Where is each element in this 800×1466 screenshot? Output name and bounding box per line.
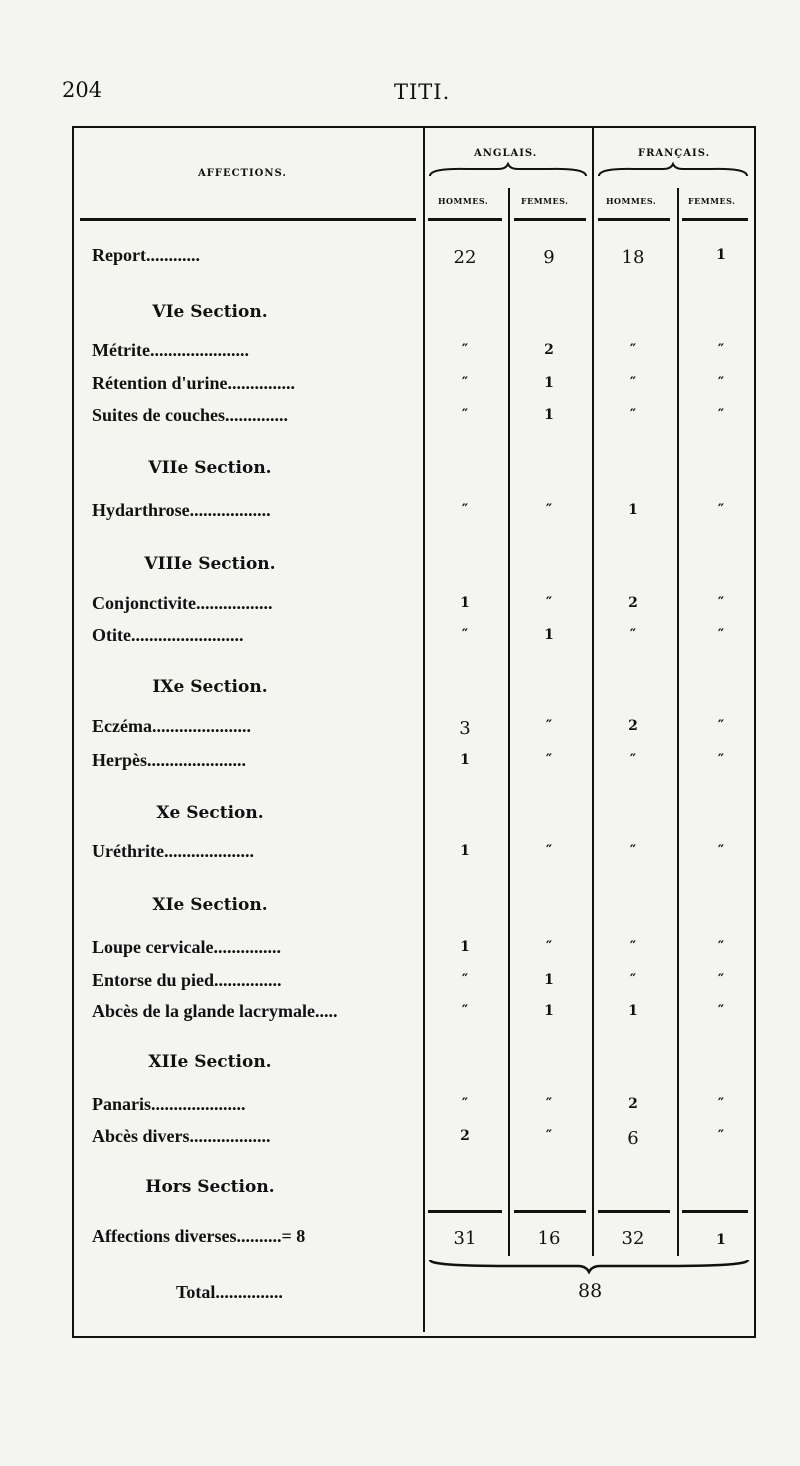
- row-value: 2: [544, 342, 554, 358]
- row-value: ″: [545, 1096, 553, 1112]
- row-value: ″: [461, 627, 469, 643]
- section-heading: XIe Section.: [152, 895, 268, 915]
- header-femmes-anglais: FEMMES.: [521, 196, 569, 206]
- sum-rule: [428, 1210, 502, 1213]
- row-value: 1: [544, 627, 554, 643]
- col-divider: [508, 188, 510, 1256]
- row-value: 1: [544, 375, 554, 391]
- row-value: ″: [461, 1096, 469, 1112]
- row-value: ″: [461, 502, 469, 518]
- row-value: 2: [460, 1128, 470, 1144]
- row-value: 1: [628, 1003, 638, 1019]
- row-value: 22: [453, 247, 477, 268]
- row-value: 2: [628, 718, 638, 734]
- page-number: 204: [62, 78, 103, 102]
- row-label: Conjonctivite.................: [92, 593, 273, 613]
- row-value: ″: [461, 342, 469, 358]
- row-value: 2: [628, 1096, 638, 1112]
- section-heading: IXe Section.: [152, 677, 268, 697]
- brace-anglais: [428, 162, 588, 180]
- row-label: Abcès divers..................: [92, 1126, 271, 1146]
- row-label: Otite.........................: [92, 625, 244, 645]
- row-label: Rétention d'urine...............: [92, 373, 296, 393]
- col-divider: [677, 188, 679, 1256]
- row-value: 1: [460, 595, 470, 611]
- row-value: ″: [545, 502, 553, 518]
- row-label: Report............: [92, 245, 200, 265]
- diverses-value: 16: [537, 1228, 561, 1249]
- row-value: 1: [628, 502, 638, 518]
- header-rule: [80, 218, 416, 221]
- row-value: ″: [629, 375, 637, 391]
- row-value: 3: [459, 718, 471, 739]
- row-value: ″: [717, 502, 725, 518]
- row-value: ″: [461, 375, 469, 391]
- row-value: ″: [629, 342, 637, 358]
- row-value: 1: [544, 972, 554, 988]
- header-hommes-francais: HOMMES.: [606, 196, 657, 206]
- row-value: ″: [629, 972, 637, 988]
- header-rule: [428, 218, 502, 221]
- row-label: Hydarthrose..................: [92, 500, 271, 520]
- diverses-value: 32: [621, 1228, 645, 1249]
- row-value: 1: [544, 1003, 554, 1019]
- section-heading: XIIe Section.: [148, 1052, 272, 1072]
- total-brace: [428, 1258, 750, 1274]
- diverses-label: Affections diverses..........= 8: [92, 1226, 306, 1246]
- row-value: ″: [717, 843, 725, 859]
- row-value: ″: [717, 1003, 725, 1019]
- row-value: ″: [545, 843, 553, 859]
- row-value: ″: [629, 407, 637, 423]
- col-divider: [592, 128, 594, 1256]
- row-label: Uréthrite....................: [92, 841, 254, 861]
- row-label: Abcès de la glande lacrymale.....: [92, 1001, 338, 1021]
- brace-francais: [597, 162, 749, 180]
- row-label: Eczéma......................: [92, 716, 251, 736]
- total-value: 88: [578, 1280, 603, 1302]
- row-value: ″: [717, 972, 725, 988]
- header-femmes-francais: FEMMES.: [688, 196, 736, 206]
- diverses-value: 1: [716, 1232, 726, 1248]
- section-heading: VIIIe Section.: [144, 554, 276, 574]
- row-value: ″: [545, 718, 553, 734]
- row-value: ″: [717, 1128, 725, 1144]
- section-heading: Hors Section.: [145, 1177, 275, 1197]
- diverses-value: 31: [453, 1228, 477, 1249]
- row-value: ″: [717, 342, 725, 358]
- row-value: ″: [545, 752, 553, 768]
- row-value: ″: [717, 1096, 725, 1112]
- row-value: 1: [716, 247, 726, 263]
- row-value: ″: [461, 1003, 469, 1019]
- row-value: ″: [545, 595, 553, 611]
- row-value: ″: [461, 407, 469, 423]
- section-heading: VIIe Section.: [148, 458, 272, 478]
- row-value: 6: [627, 1128, 639, 1149]
- header-rule: [514, 218, 586, 221]
- row-value: 1: [460, 752, 470, 768]
- section-heading: Xe Section.: [156, 803, 264, 823]
- sum-rule: [598, 1210, 670, 1213]
- header-hommes-anglais: HOMMES.: [438, 196, 489, 206]
- row-label: Suites de couches..............: [92, 405, 289, 425]
- row-value: ″: [717, 627, 725, 643]
- row-label: Entorse du pied...............: [92, 970, 282, 990]
- row-label: Panaris.....................: [92, 1094, 246, 1114]
- row-value: 1: [544, 407, 554, 423]
- row-value: ″: [717, 407, 725, 423]
- row-value: 2: [628, 595, 638, 611]
- row-value: ″: [717, 375, 725, 391]
- total-label: Total...............: [176, 1282, 283, 1302]
- section-heading: VIe Section.: [152, 302, 268, 322]
- sum-rule: [514, 1210, 586, 1213]
- row-value: ″: [545, 939, 553, 955]
- header-rule: [598, 218, 670, 221]
- header-francais: FRANÇAIS.: [638, 148, 711, 159]
- header-anglais: ANGLAIS.: [474, 148, 538, 159]
- row-label: Métrite......................: [92, 340, 249, 360]
- row-value: ″: [629, 752, 637, 768]
- row-value: ″: [545, 1128, 553, 1144]
- row-label: Loupe cervicale...............: [92, 937, 281, 957]
- sum-rule: [682, 1210, 748, 1213]
- row-value: ″: [629, 627, 637, 643]
- row-value: 9: [543, 247, 555, 268]
- row-value: ″: [717, 595, 725, 611]
- row-value: ″: [629, 843, 637, 859]
- running-head: TITI.: [394, 80, 451, 104]
- row-value: ″: [629, 939, 637, 955]
- row-value: ″: [717, 718, 725, 734]
- row-value: 18: [621, 247, 645, 268]
- row-label: Herpès......................: [92, 750, 246, 770]
- row-value: ″: [717, 752, 725, 768]
- row-value: ″: [461, 972, 469, 988]
- col-divider: [423, 128, 425, 1332]
- header-affections: AFFECTIONS.: [198, 168, 287, 179]
- row-value: ″: [717, 939, 725, 955]
- row-value: 1: [460, 939, 470, 955]
- header-rule: [682, 218, 748, 221]
- row-value: 1: [460, 843, 470, 859]
